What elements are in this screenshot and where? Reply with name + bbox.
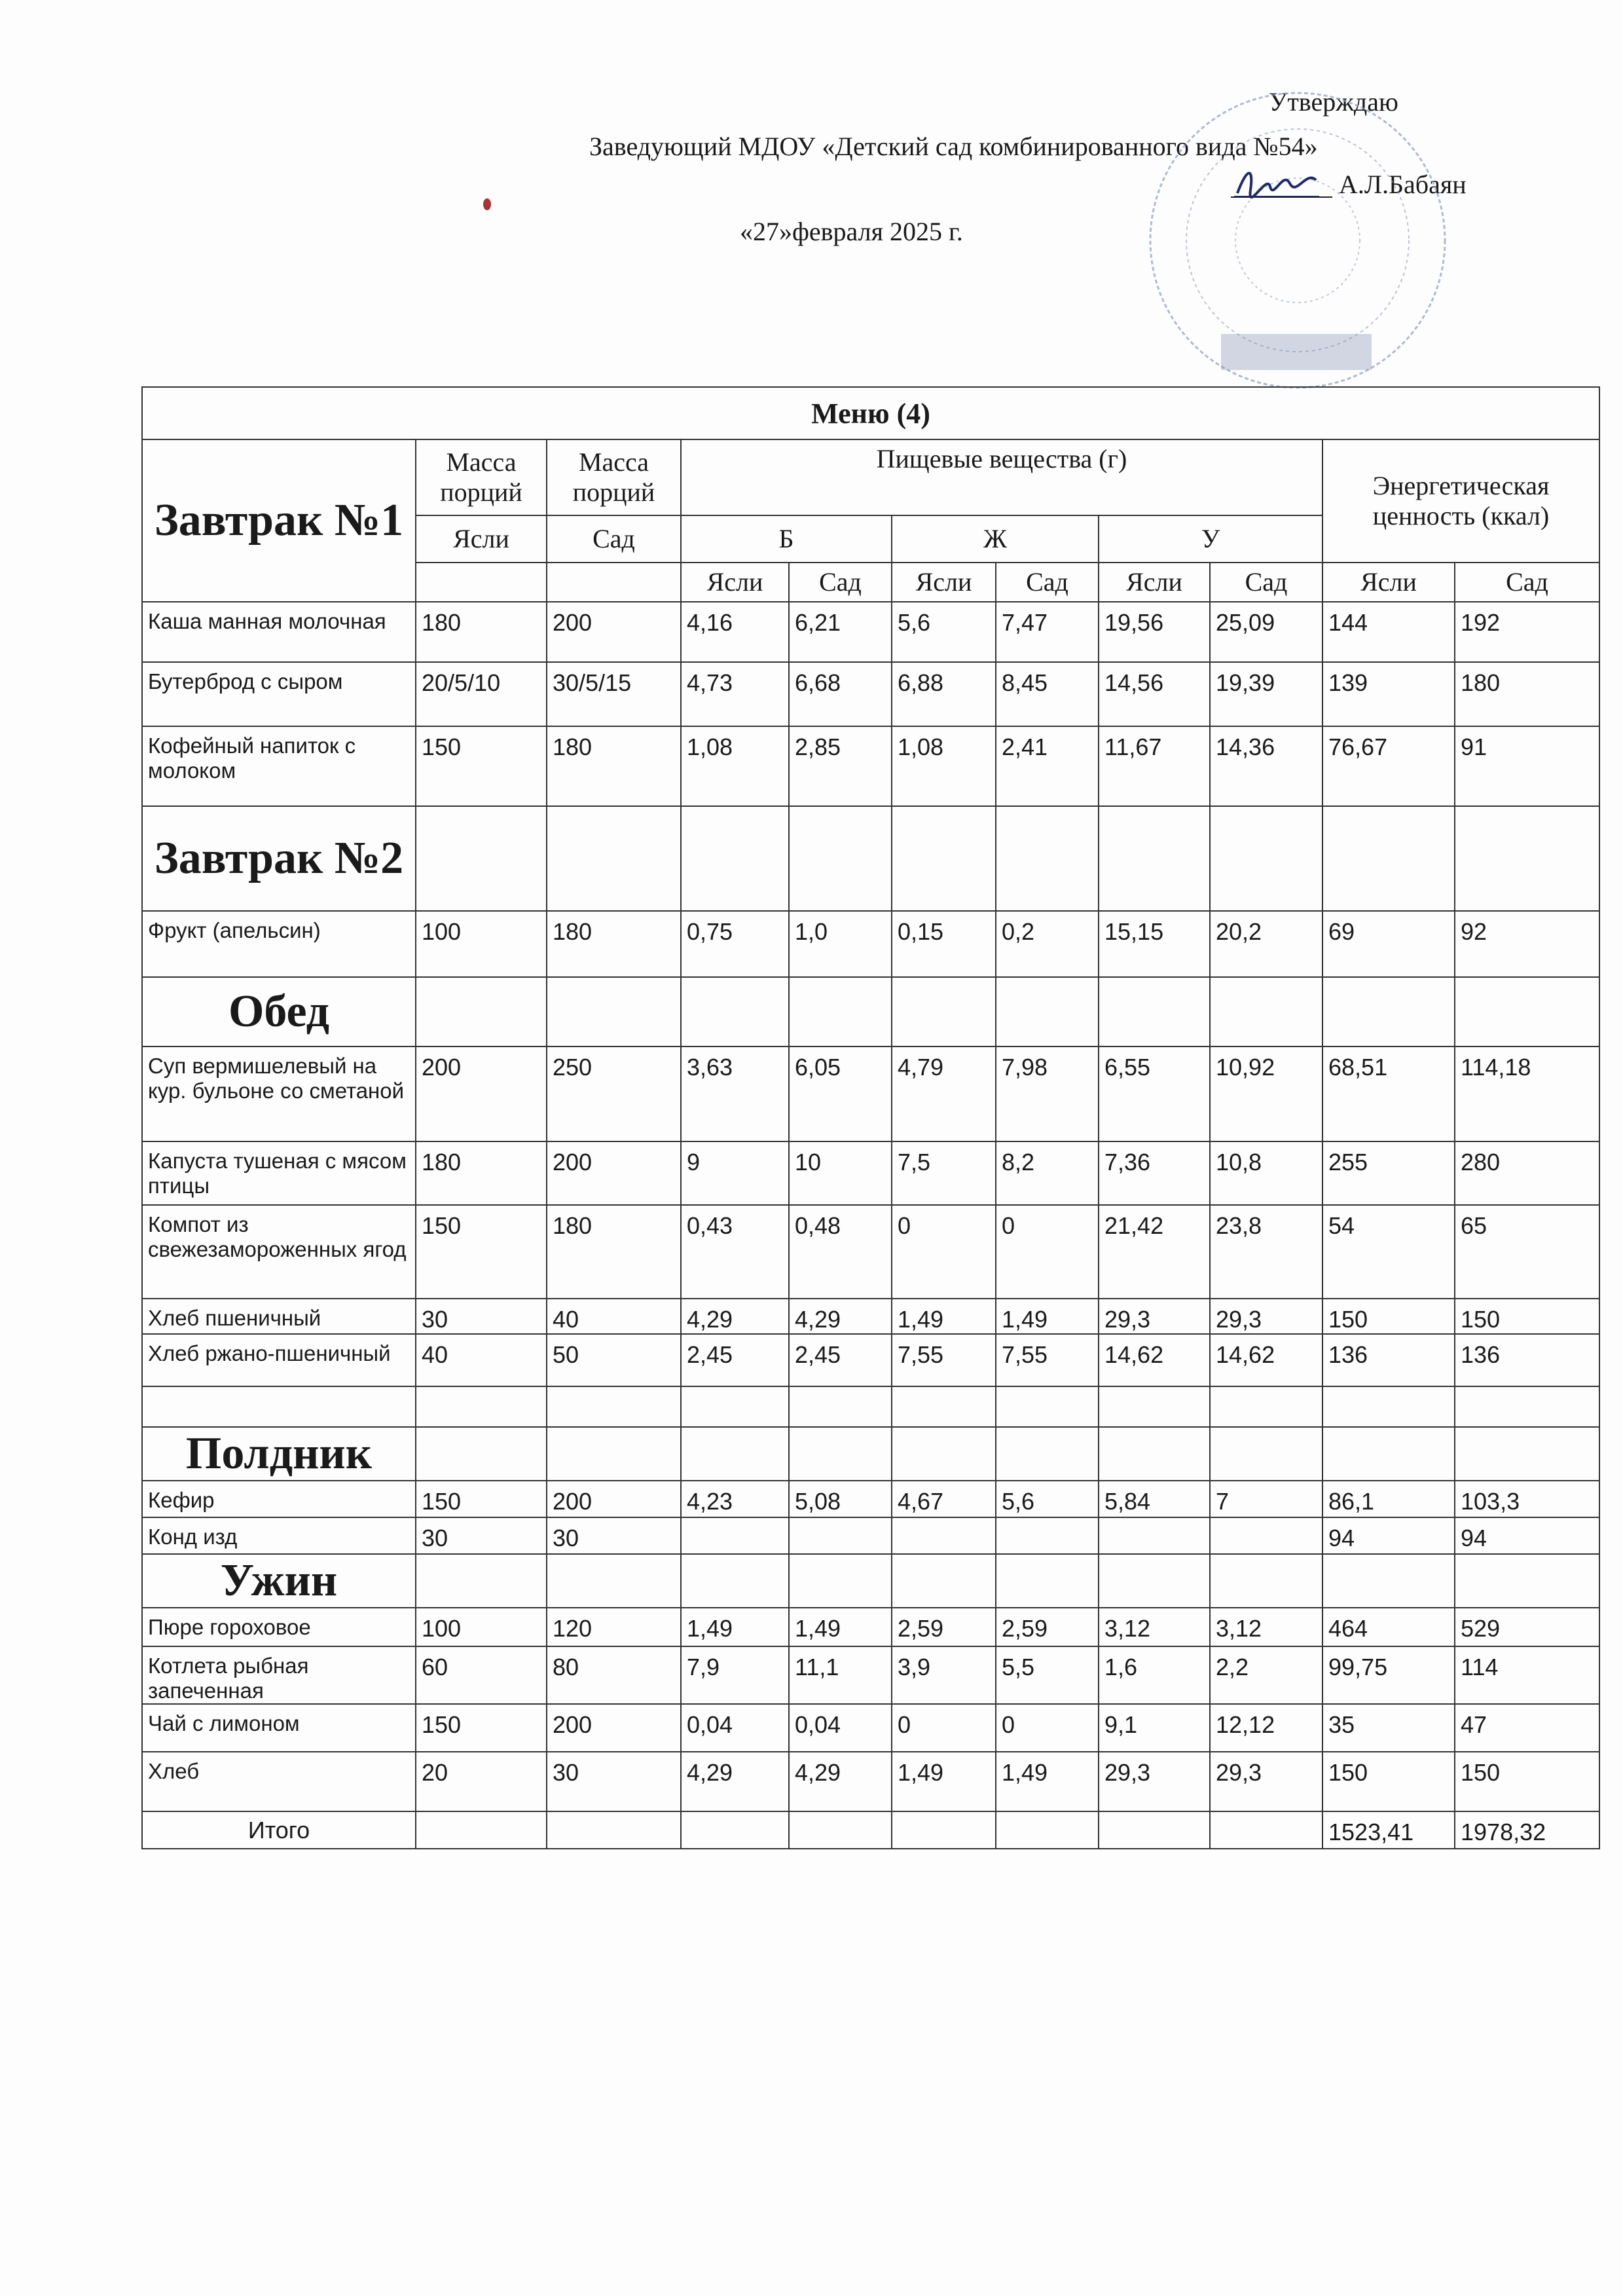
protein-sad-cell <box>789 1517 892 1554</box>
protein-yasli-cell: 4,23 <box>681 1481 789 1517</box>
empty-cell <box>416 977 547 1046</box>
mass-sad-cell: 200 <box>547 1704 681 1752</box>
empty-cell <box>996 1554 1099 1608</box>
fat-yasli-cell: 3,9 <box>892 1646 996 1704</box>
empty-cell <box>1099 1386 1210 1427</box>
empty-cell <box>789 1427 892 1481</box>
dish-name-cell: Хлеб ржано-пшеничный <box>142 1334 416 1386</box>
header-mass-sad: Масса порций <box>547 439 681 515</box>
fat-sad-cell: 1,49 <box>996 1752 1099 1811</box>
carbs-sad-cell: 20,2 <box>1210 911 1322 977</box>
protein-yasli-cell: 1,08 <box>681 726 789 806</box>
total-label: Итого <box>142 1811 416 1849</box>
dish-name-cell: Бутерброд с сыром <box>142 662 416 726</box>
empty-cell <box>681 977 789 1046</box>
scan-speck <box>483 198 491 210</box>
energy-sad-cell: 92 <box>1455 911 1599 977</box>
mass-sad-cell: 180 <box>547 1205 681 1299</box>
protein-yasli-cell: 0,75 <box>681 911 789 977</box>
approval-name: А.Л.Бабаян <box>1339 170 1467 199</box>
energy-yasli-cell: 94 <box>1322 1517 1455 1554</box>
table-row <box>142 662 1599 726</box>
empty-cell <box>789 1386 892 1427</box>
energy-sad-cell: 103,3 <box>1455 1481 1599 1517</box>
empty-cell <box>789 977 892 1046</box>
empty-cell <box>1322 977 1455 1046</box>
empty-cell <box>996 1386 1099 1427</box>
table-row <box>142 1141 1599 1205</box>
energy-sad-cell: 47 <box>1455 1704 1599 1752</box>
empty-cell <box>681 806 789 911</box>
fat-sad-cell: 2,59 <box>996 1608 1099 1646</box>
carbs-yasli-cell: 7,36 <box>1099 1141 1210 1205</box>
header-carbs-yasli: Ясли <box>1099 563 1210 602</box>
header-fat-yasli: Ясли <box>892 563 996 602</box>
carbs-sad-cell: 3,12 <box>1210 1608 1322 1646</box>
empty-cell <box>142 1386 416 1427</box>
header-protein-sad: Сад <box>789 563 892 602</box>
protein-yasli-cell: 4,29 <box>681 1752 789 1811</box>
header-carbs: У <box>1099 515 1322 563</box>
protein-yasli-cell: 2,45 <box>681 1334 789 1386</box>
carbs-sad-cell: 10,8 <box>1210 1141 1322 1205</box>
header-fat: Ж <box>892 515 1099 563</box>
empty-cell <box>547 1427 681 1481</box>
empty-cell <box>547 1386 681 1427</box>
mass-yasli-cell: 30 <box>416 1299 547 1334</box>
energy-yasli-cell: 35 <box>1322 1704 1455 1752</box>
mass-sad-cell: 30 <box>547 1752 681 1811</box>
empty-cell <box>1455 1554 1599 1608</box>
mass-sad-cell: 30 <box>547 1517 681 1554</box>
empty-cell <box>1322 1554 1455 1608</box>
empty-cell <box>547 977 681 1046</box>
energy-sad-cell: 150 <box>1455 1299 1599 1334</box>
table-row <box>142 1334 1599 1386</box>
empty-cell <box>1099 1554 1210 1608</box>
dish-name-cell: Фрукт (апельсин) <box>142 911 416 977</box>
fat-yasli-cell: 4,67 <box>892 1481 996 1517</box>
mass-sad-cell: 30/5/15 <box>547 662 681 726</box>
mass-yasli-cell: 150 <box>416 726 547 806</box>
carbs-sad-cell: 23,8 <box>1210 1205 1322 1299</box>
header-protein-yasli: Ясли <box>681 563 789 602</box>
fat-yasli-cell: 2,59 <box>892 1608 996 1646</box>
dish-name-cell: Котлета рыбная запеченная <box>142 1646 416 1704</box>
fat-yasli-cell: 0 <box>892 1704 996 1752</box>
empty-cell <box>416 1554 547 1608</box>
protein-sad-cell: 4,29 <box>789 1299 892 1334</box>
mass-yasli-cell: 40 <box>416 1334 547 1386</box>
protein-yasli-cell: 0,43 <box>681 1205 789 1299</box>
carbs-yasli-cell: 21,42 <box>1099 1205 1210 1299</box>
energy-sad-cell: 180 <box>1455 662 1599 726</box>
energy-sad-cell: 280 <box>1455 1141 1599 1205</box>
table-row <box>142 806 1599 911</box>
fat-sad-cell: 0,2 <box>996 911 1099 977</box>
empty-cell <box>547 806 681 911</box>
protein-sad-cell: 4,29 <box>789 1752 892 1811</box>
empty-cell <box>996 806 1099 911</box>
header-carbs-sad: Сад <box>1210 563 1322 602</box>
menu-table <box>141 386 1600 1849</box>
mass-sad-cell: 120 <box>547 1608 681 1646</box>
carbs-yasli-cell: 3,12 <box>1099 1608 1210 1646</box>
total-energy-sad: 1978,32 <box>1455 1811 1599 1849</box>
energy-sad-cell: 94 <box>1455 1517 1599 1554</box>
empty-cell <box>416 1386 547 1427</box>
empty-cell <box>892 806 996 911</box>
mass-sad-cell: 200 <box>547 1481 681 1517</box>
protein-yasli-cell: 4,73 <box>681 662 789 726</box>
protein-yasli-cell <box>681 1517 789 1554</box>
empty-cell <box>1210 977 1322 1046</box>
carbs-sad-cell: 25,09 <box>1210 602 1322 662</box>
carbs-yasli-cell: 9,1 <box>1099 1704 1210 1752</box>
table-row <box>142 1554 1599 1608</box>
dish-name-cell: Капуста тушеная с мясом птицы <box>142 1141 416 1205</box>
carbs-sad-cell: 29,3 <box>1210 1299 1322 1334</box>
fat-sad-cell: 2,41 <box>996 726 1099 806</box>
fat-yasli-cell: 1,08 <box>892 726 996 806</box>
fat-sad-cell: 0 <box>996 1205 1099 1299</box>
protein-yasli-cell: 0,04 <box>681 1704 789 1752</box>
energy-sad-cell: 91 <box>1455 726 1599 806</box>
fat-sad-cell: 8,45 <box>996 662 1099 726</box>
empty-cell <box>1210 1811 1322 1849</box>
empty-cell <box>1455 1427 1599 1481</box>
fat-sad-cell: 7,55 <box>996 1334 1099 1386</box>
protein-sad-cell: 2,85 <box>789 726 892 806</box>
carbs-sad-cell: 10,92 <box>1210 1046 1322 1141</box>
carbs-sad-cell: 2,2 <box>1210 1646 1322 1704</box>
fat-sad-cell: 1,49 <box>996 1299 1099 1334</box>
table-row <box>142 911 1599 977</box>
energy-yasli-cell: 150 <box>1322 1299 1455 1334</box>
empty-cell <box>681 1386 789 1427</box>
header-energy-yasli: Ясли <box>1322 563 1455 602</box>
total-energy-yasli: 1523,41 <box>1322 1811 1455 1849</box>
header-protein: Б <box>681 515 892 563</box>
empty-cell <box>1210 806 1322 911</box>
carbs-sad-cell: 14,36 <box>1210 726 1322 806</box>
fat-yasli-cell: 7,5 <box>892 1141 996 1205</box>
empty-cell <box>1099 977 1210 1046</box>
table-row <box>142 1704 1599 1752</box>
header-nutrients: Пищевые вещества (г) <box>681 439 1322 515</box>
fat-sad-cell: 8,2 <box>996 1141 1099 1205</box>
table-row <box>142 1481 1599 1517</box>
fat-yasli-cell: 0 <box>892 1205 996 1299</box>
mass-sad-cell: 200 <box>547 602 681 662</box>
empty-cell <box>1099 1427 1210 1481</box>
energy-yasli-cell: 150 <box>1322 1752 1455 1811</box>
table-row <box>142 1386 1599 1427</box>
carbs-yasli-cell: 14,62 <box>1099 1334 1210 1386</box>
carbs-yasli-cell: 29,3 <box>1099 1299 1210 1334</box>
empty-cell <box>1210 1386 1322 1427</box>
carbs-sad-cell <box>1210 1517 1322 1554</box>
carbs-yasli-cell: 14,56 <box>1099 662 1210 726</box>
energy-yasli-cell: 54 <box>1322 1205 1455 1299</box>
table-row <box>142 1299 1599 1334</box>
fat-yasli-cell: 4,79 <box>892 1046 996 1141</box>
table-row <box>142 1205 1599 1299</box>
table-row <box>142 1046 1599 1141</box>
fat-sad-cell: 0 <box>996 1704 1099 1752</box>
empty-cell <box>1455 1386 1599 1427</box>
empty-cell <box>1322 1386 1455 1427</box>
table-row <box>142 1517 1599 1554</box>
protein-yasli-cell: 1,49 <box>681 1608 789 1646</box>
energy-yasli-cell: 255 <box>1322 1141 1455 1205</box>
dish-name-cell: Каша манная молочная <box>142 602 416 662</box>
table-row <box>142 602 1599 662</box>
empty-cell <box>1099 806 1210 911</box>
empty-cell <box>681 1554 789 1608</box>
meal-heading-dinner: Ужин <box>142 1554 416 1608</box>
mass-yasli-cell: 150 <box>416 1205 547 1299</box>
energy-sad-cell: 529 <box>1455 1608 1599 1646</box>
carbs-yasli-cell: 15,15 <box>1099 911 1210 977</box>
dish-name-cell: Хлеб пшеничный <box>142 1299 416 1334</box>
energy-sad-cell: 65 <box>1455 1205 1599 1299</box>
energy-yasli-cell: 68,51 <box>1322 1046 1455 1141</box>
empty-cell <box>892 1554 996 1608</box>
empty-cell <box>996 977 1099 1046</box>
protein-sad-cell: 2,45 <box>789 1334 892 1386</box>
energy-yasli-cell: 99,75 <box>1322 1646 1455 1704</box>
fat-yasli-cell: 7,55 <box>892 1334 996 1386</box>
table-row <box>142 1811 1599 1849</box>
carbs-yasli-cell: 19,56 <box>1099 602 1210 662</box>
protein-sad-cell: 10 <box>789 1141 892 1205</box>
fat-sad-cell: 7,98 <box>996 1046 1099 1141</box>
mass-yasli-cell: 180 <box>416 602 547 662</box>
protein-sad-cell: 5,08 <box>789 1481 892 1517</box>
fat-yasli-cell: 1,49 <box>892 1299 996 1334</box>
mass-sad-cell: 40 <box>547 1299 681 1334</box>
fat-sad-cell: 5,6 <box>996 1481 1099 1517</box>
energy-sad-cell: 150 <box>1455 1752 1599 1811</box>
mass-yasli-cell: 150 <box>416 1704 547 1752</box>
protein-sad-cell: 0,04 <box>789 1704 892 1752</box>
energy-yasli-cell: 139 <box>1322 662 1455 726</box>
mass-yasli-cell: 100 <box>416 1608 547 1646</box>
protein-yasli-cell: 4,16 <box>681 602 789 662</box>
dish-name-cell: Кефир <box>142 1481 416 1517</box>
protein-yasli-cell: 9 <box>681 1141 789 1205</box>
mass-yasli-cell: 150 <box>416 1481 547 1517</box>
meal-heading-snack: Полдник <box>142 1427 416 1481</box>
approval-title: Утверждаю <box>1269 87 1398 117</box>
carbs-sad-cell: 29,3 <box>1210 1752 1322 1811</box>
header-mass-yasli: Масса порций <box>416 439 547 515</box>
meal-heading-lunch: Обед <box>142 977 416 1046</box>
meal-heading-breakfast-1: Завтрак №1 <box>142 439 416 602</box>
mass-yasli-cell: 30 <box>416 1517 547 1554</box>
energy-yasli-cell: 69 <box>1322 911 1455 977</box>
empty-cell <box>681 1427 789 1481</box>
table-row <box>142 1646 1599 1704</box>
table-row <box>142 726 1599 806</box>
empty-cell <box>892 1427 996 1481</box>
energy-sad-cell: 136 <box>1455 1334 1599 1386</box>
energy-sad-cell: 192 <box>1455 602 1599 662</box>
empty-cell <box>892 1386 996 1427</box>
dish-name-cell: Кофейный напиток с молоком <box>142 726 416 806</box>
protein-sad-cell: 1,0 <box>789 911 892 977</box>
seal-stamp <box>1142 85 1453 396</box>
signature <box>1231 164 1322 203</box>
fat-yasli-cell: 5,6 <box>892 602 996 662</box>
empty-cell <box>789 1554 892 1608</box>
protein-sad-cell: 1,49 <box>789 1608 892 1646</box>
dish-name-cell: Пюре гороховое <box>142 1608 416 1646</box>
empty-cell <box>1455 977 1599 1046</box>
empty-cell <box>789 1811 892 1849</box>
mass-sad-cell: 250 <box>547 1046 681 1141</box>
energy-sad-cell: 114,18 <box>1455 1046 1599 1141</box>
mass-yasli-cell: 180 <box>416 1141 547 1205</box>
mass-sad-cell: 80 <box>547 1646 681 1704</box>
carbs-yasli-cell: 1,6 <box>1099 1646 1210 1704</box>
header-fat-sad: Сад <box>996 563 1099 602</box>
empty-cell <box>1099 1811 1210 1849</box>
mass-yasli-cell: 20/5/10 <box>416 662 547 726</box>
dish-name-cell: Чай с лимоном <box>142 1704 416 1752</box>
protein-yasli-cell: 3,63 <box>681 1046 789 1141</box>
mass-yasli-cell: 200 <box>416 1046 547 1141</box>
carbs-sad-cell: 7 <box>1210 1481 1322 1517</box>
table-title: Меню (4) <box>142 387 1599 439</box>
header-energy-sad: Сад <box>1455 563 1599 602</box>
header-sad: Сад <box>547 515 681 563</box>
fat-yasli-cell: 0,15 <box>892 911 996 977</box>
energy-sad-cell: 114 <box>1455 1646 1599 1704</box>
carbs-sad-cell: 19,39 <box>1210 662 1322 726</box>
empty-cell <box>547 1811 681 1849</box>
carbs-sad-cell: 12,12 <box>1210 1704 1322 1752</box>
protein-yasli-cell: 7,9 <box>681 1646 789 1704</box>
empty-cell <box>1455 806 1599 911</box>
table-row <box>142 1752 1599 1811</box>
empty-cell <box>1210 1554 1322 1608</box>
empty-cell <box>416 1427 547 1481</box>
empty-cell <box>1322 806 1455 911</box>
carbs-yasli-cell: 5,84 <box>1099 1481 1210 1517</box>
empty-cell <box>416 806 547 911</box>
mass-sad-cell: 50 <box>547 1334 681 1386</box>
protein-yasli-cell: 4,29 <box>681 1299 789 1334</box>
fat-yasli-cell: 1,49 <box>892 1752 996 1811</box>
table-row <box>142 1608 1599 1646</box>
fat-sad-cell: 7,47 <box>996 602 1099 662</box>
mass-sad-cell: 180 <box>547 911 681 977</box>
empty-cell <box>547 1554 681 1608</box>
carbs-yasli-cell <box>1099 1517 1210 1554</box>
dish-name-cell: Компот из свежезамороженных ягод <box>142 1205 416 1299</box>
carbs-sad-cell: 14,62 <box>1210 1334 1322 1386</box>
table-row <box>142 977 1599 1046</box>
meal-heading-breakfast2: Завтрак №2 <box>142 806 416 911</box>
mass-sad-cell: 200 <box>547 1141 681 1205</box>
empty-cell <box>892 1811 996 1849</box>
fat-yasli-cell <box>892 1517 996 1554</box>
empty-cell <box>996 1811 1099 1849</box>
protein-sad-cell: 6,05 <box>789 1046 892 1141</box>
mass-yasli-cell: 60 <box>416 1646 547 1704</box>
mass-yasli-cell: 100 <box>416 911 547 977</box>
energy-yasli-cell: 76,67 <box>1322 726 1455 806</box>
fat-sad-cell: 5,5 <box>996 1646 1099 1704</box>
carbs-yasli-cell: 11,67 <box>1099 726 1210 806</box>
empty-cell <box>1322 1427 1455 1481</box>
fat-yasli-cell: 6,88 <box>892 662 996 726</box>
dish-name-cell: Хлеб <box>142 1752 416 1811</box>
energy-yasli-cell: 86,1 <box>1322 1481 1455 1517</box>
mass-yasli-cell: 20 <box>416 1752 547 1811</box>
energy-yasli-cell: 464 <box>1322 1608 1455 1646</box>
empty-cell <box>1210 1427 1322 1481</box>
mass-sad-cell: 180 <box>547 726 681 806</box>
table-row <box>142 1427 1599 1481</box>
header-energy: Энергетическая ценность (ккал) <box>1322 439 1599 563</box>
dish-name-cell: Конд изд <box>142 1517 416 1554</box>
energy-yasli-cell: 144 <box>1322 602 1455 662</box>
carbs-yasli-cell: 6,55 <box>1099 1046 1210 1141</box>
approval-date: «27»февраля 2025 г. <box>740 217 963 246</box>
empty-cell <box>681 1811 789 1849</box>
header-yasli: Ясли <box>416 515 547 563</box>
energy-yasli-cell: 136 <box>1322 1334 1455 1386</box>
empty-cell <box>996 1427 1099 1481</box>
empty-cell <box>892 977 996 1046</box>
empty-cell <box>416 1811 547 1849</box>
protein-sad-cell: 6,21 <box>789 602 892 662</box>
dish-name-cell: Суп вермишелевый на кур. бульоне со сметаной <box>142 1046 416 1141</box>
carbs-yasli-cell: 29,3 <box>1099 1752 1210 1811</box>
empty-cell <box>789 806 892 911</box>
protein-sad-cell: 11,1 <box>789 1646 892 1704</box>
fat-sad-cell <box>996 1517 1099 1554</box>
protein-sad-cell: 0,48 <box>789 1205 892 1299</box>
protein-sad-cell: 6,68 <box>789 662 892 726</box>
approval-position: Заведующий МДОУ «Детский сад комбинированного вида №54» <box>589 132 1318 161</box>
